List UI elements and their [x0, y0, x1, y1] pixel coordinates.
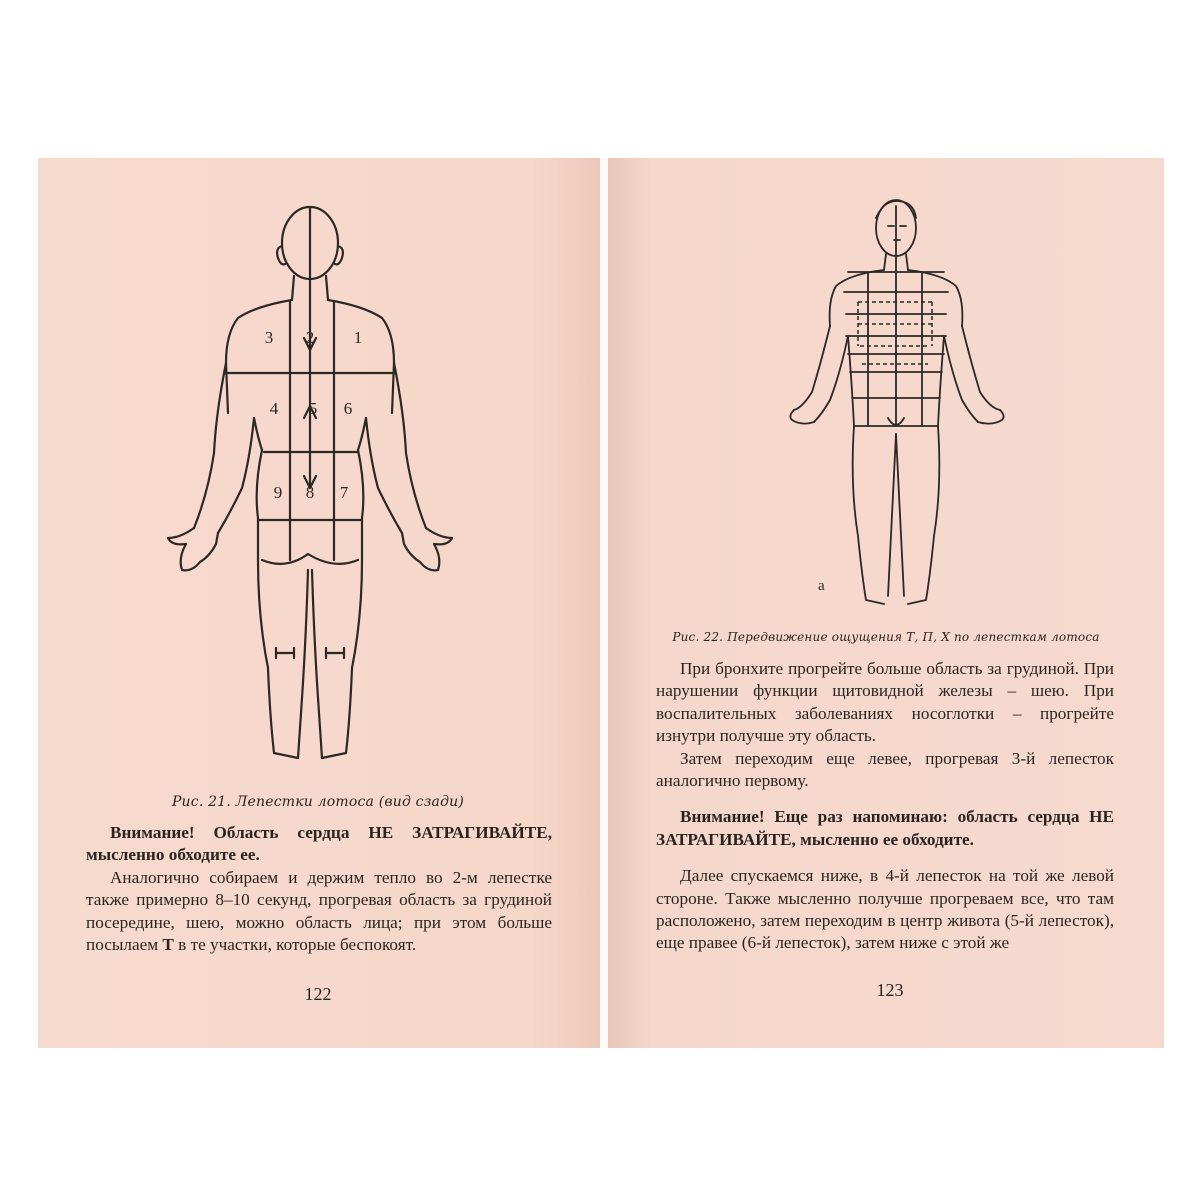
right-page: [608, 158, 1164, 1048]
paragraph-text: Аналогично собираем и держим тепло во 2-м лепестке также примерно 8–10 секунд, прогревая область за грудиной посередине, шею, можно область лица; при этом больше посылаем: [86, 867, 552, 955]
back-view-body-figure: [158, 198, 478, 778]
symbol-t: Т: [162, 935, 174, 955]
region-label-7: 7: [339, 483, 349, 502]
region-label-2: 2: [305, 328, 315, 347]
book-spread: [38, 158, 1164, 1048]
paragraph: Затем переходим еще левее, прогревая 3-й лепесток аналогично первому.: [656, 748, 1114, 791]
region-label-3: 3: [264, 328, 274, 347]
figure-22-caption: Рис. 22. Передвижение ощущения Т, П, Х по лепесткам лотоса: [672, 630, 1100, 644]
region-label-6: 6: [343, 399, 353, 418]
figure-label-a: а: [818, 578, 825, 594]
region-label-4: 4: [269, 399, 279, 418]
left-page: [38, 158, 600, 1048]
warning-text: Внимание! Еще раз напоминаю: область сердца НЕ ЗАТРАГИВАЙТЕ, мысленно ее обходите.: [656, 807, 1114, 849]
book-gutter: [600, 158, 608, 1048]
spacer: [656, 851, 1114, 865]
page-number-right: 123: [876, 980, 904, 1000]
right-page-text: [656, 658, 1114, 955]
figure-21-caption: Рис. 21. Лепестки лотоса (вид сзади): [171, 794, 465, 810]
page-number-left: 122: [304, 984, 332, 1004]
front-view-body-figure: [788, 196, 1048, 616]
left-page-text: [86, 822, 552, 956]
region-label-5: 5: [308, 399, 318, 418]
paragraph: [86, 867, 552, 957]
paragraph: Далее спускаемся ниже, в 4-й лепесток на той же левой стороне. Также мысленно получше прогреваем все, что там расположено, затем переходим в центр живота (5-й лепесток), еще правее (6-й лепесток), затем ниже с этой же: [656, 866, 1114, 953]
region-label-9: 9: [273, 483, 283, 502]
region-label-8: 8: [305, 483, 315, 502]
warning-text: Внимание! Область сердца НЕ ЗАТРАГИВАЙТЕ, мысленно обходите ее.: [86, 823, 552, 865]
spacer: [656, 792, 1114, 806]
paragraph: При бронхите прогрейте больше область за грудиной. При нарушении функции щитовидной железы – шею. При воспалительных заболеваниях носоглотки – прогрейте изнутри получше эту область.: [656, 659, 1114, 746]
paragraph-text-end: в те участки, которые беспокоят.: [173, 935, 417, 955]
region-label-1: 1: [353, 328, 363, 347]
